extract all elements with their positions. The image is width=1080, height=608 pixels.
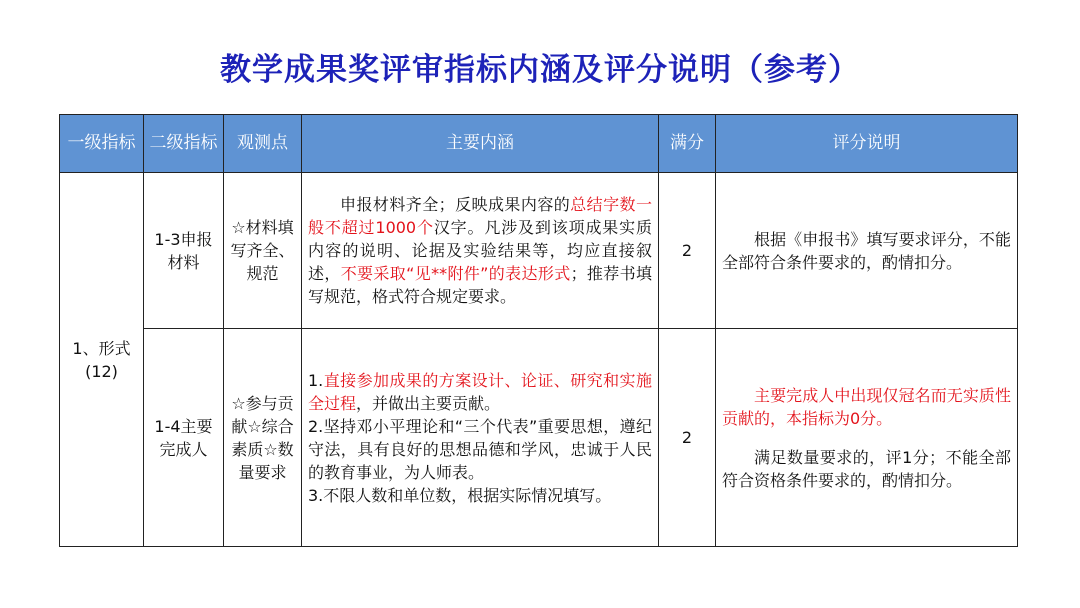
content-text: ，并做出主要贡献。: [356, 393, 501, 413]
level1-cell: 1、形式(12): [60, 173, 144, 547]
explanation-text: 满足数量要求的，评1分；不能全部符合资格条件要求的，酌情扣分。: [722, 447, 1011, 490]
header-level1: 一级指标: [60, 115, 144, 173]
connotation-item-1: [308, 369, 652, 415]
header-connotation: 主要内涵: [302, 115, 659, 173]
content-text: 申报材料齐全；反映成果内容的: [340, 195, 571, 214]
connotation-item-3: 3.不限人数和单位数，根据实际情况填写。: [308, 485, 612, 505]
explanation-cell: [716, 329, 1018, 547]
content-text: ；推荐书填写规范，格式符合规定要求。: [308, 264, 652, 306]
evaluation-table: [59, 114, 1018, 547]
level2-cell: 1-3申报材料: [144, 173, 224, 329]
full-score-cell: 2: [659, 329, 716, 547]
header-observation: 观测点: [224, 115, 302, 173]
content-highlight: 不要采取“见**附件”的表达形式: [340, 264, 571, 283]
connotation-item-2: 2.坚持邓小平理论和“三个代表”重要思想，遵纪守法，具有良好的思想品德和学风，忠诚于人民的教育事业，为人师表。: [308, 416, 652, 482]
observation-cell: ☆材料填写齐全、规范: [224, 173, 302, 329]
table-header-row: [60, 115, 1018, 173]
explanation-text: 根据《申报书》填写要求评分，不能全部符合条件要求的，酌情扣分。: [722, 229, 1011, 272]
explanation-cell: [716, 173, 1018, 329]
full-score-cell: 2: [659, 173, 716, 329]
explanation-highlight: 主要完成人中出现仅冠名而无实质性贡献的，本指标为0分。: [722, 385, 1011, 428]
header-full-score: 满分: [659, 115, 716, 173]
header-explanation: 评分说明: [716, 115, 1018, 173]
connotation-cell: [302, 173, 659, 329]
header-level2: 二级指标: [144, 115, 224, 173]
table-row: [60, 173, 1018, 329]
page-title: 教学成果奖评审指标内涵及评分说明（参考）: [220, 52, 860, 88]
content-highlight: 总结字数一般不超过1000个: [308, 195, 652, 237]
connotation-paragraph: [308, 193, 652, 308]
connotation-cell: [302, 329, 659, 547]
content-highlight: 直接参加成果的方案设计、论证、研究和实施全过程: [308, 370, 652, 413]
table-row: [60, 329, 1018, 547]
content-text: 汉字。凡涉及到该项成果实质内容的说明、论据及实验结果等，均应直接叙述，: [308, 218, 652, 283]
observation-cell: ☆参与贡献☆综合素质☆数量要求: [224, 329, 302, 547]
content-text: 1.: [308, 370, 324, 390]
level2-cell: 1-4主要完成人: [144, 329, 224, 547]
